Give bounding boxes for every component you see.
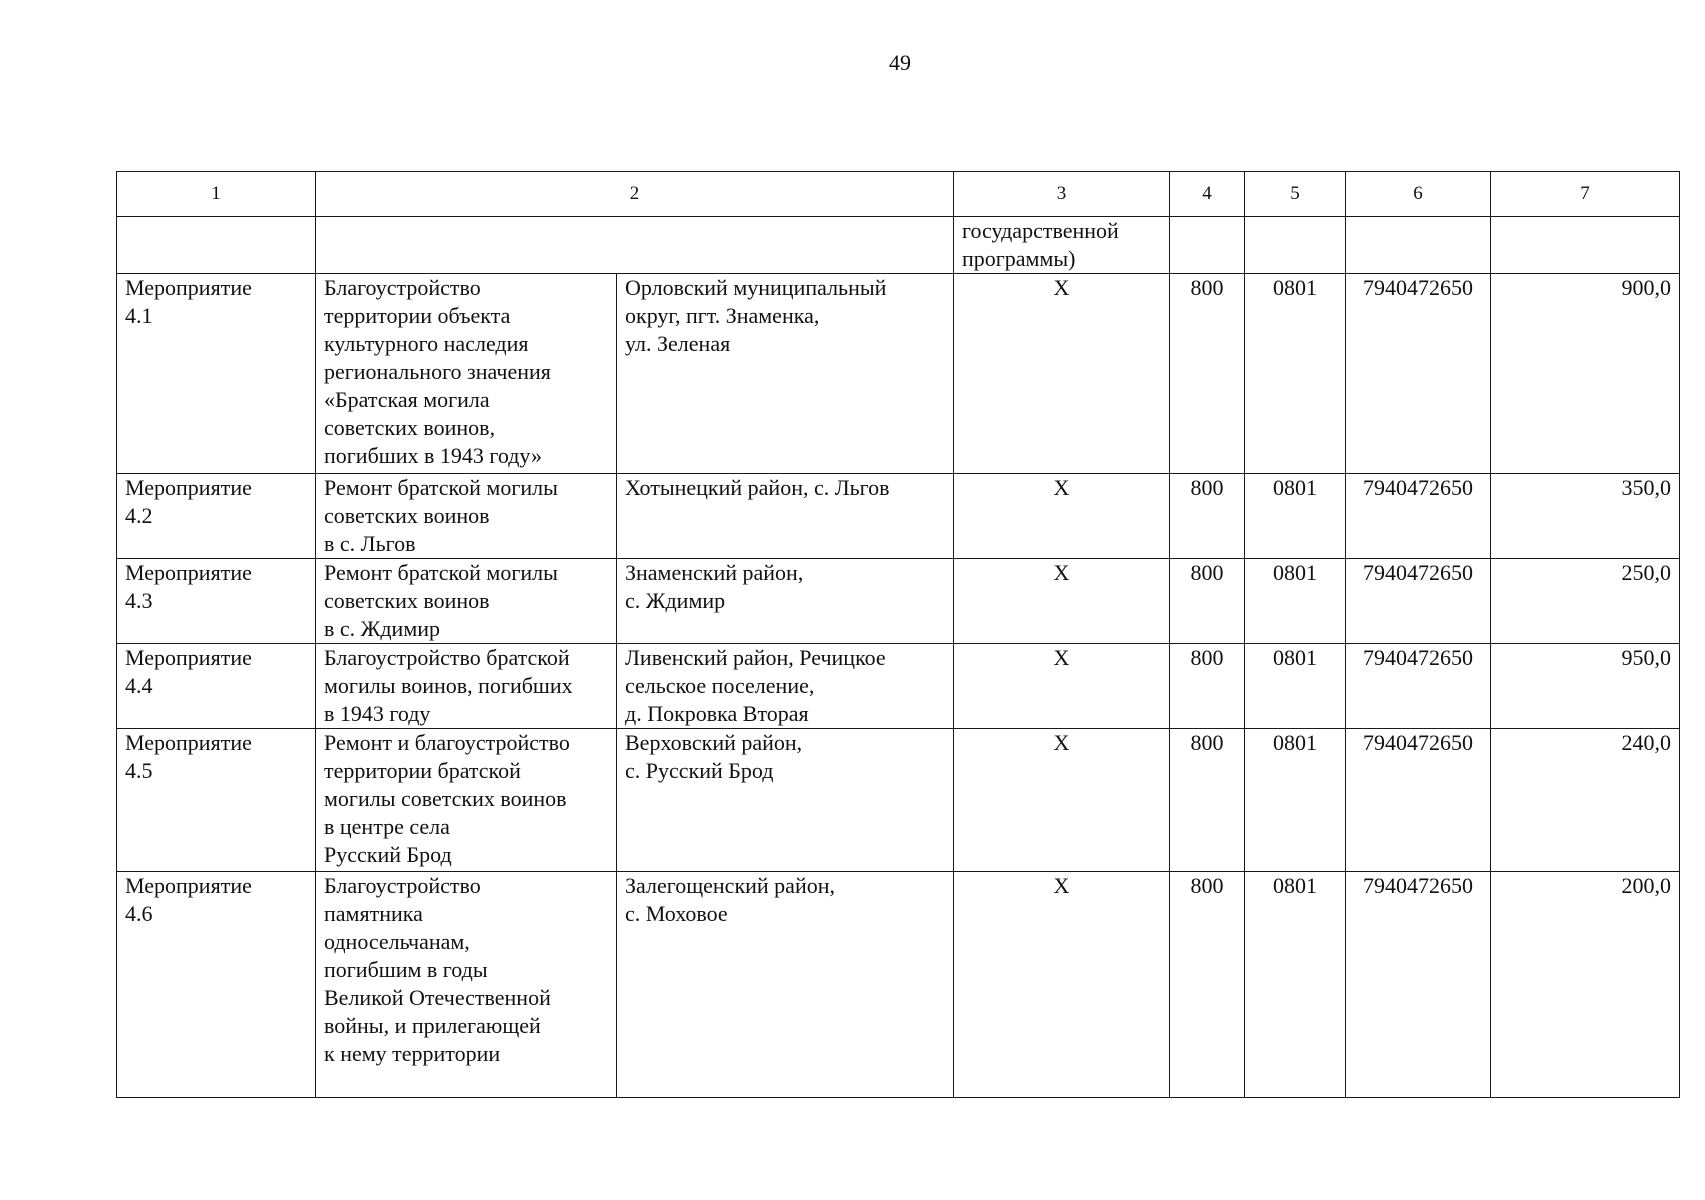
- continuation-text: государственной программы): [954, 217, 1170, 274]
- program-table: [116, 171, 1680, 1098]
- section-cell: 0801: [1245, 474, 1346, 559]
- section-cell: 0801: [1245, 729, 1346, 872]
- table-row: [117, 559, 1680, 644]
- target-article-cell: 7940472650: [1346, 872, 1491, 1098]
- code-cell: 800: [1170, 474, 1245, 559]
- description-cell: Благоустройство территории объекта культурного наследия регионального значения «Братская могила советских воинов, погибших в 1943 году»: [316, 274, 617, 474]
- location-cell: Ливенский район, Речицкое сельское поселение, д. Покровка Вторая: [617, 644, 954, 729]
- description-cell: Ремонт и благоустройство территории братской могилы советских воинов в центре села Русский Брод: [316, 729, 617, 872]
- target-article-cell: 7940472650: [1346, 559, 1491, 644]
- column-number-row: [117, 172, 1680, 217]
- mark-cell: X: [954, 644, 1170, 729]
- target-article-cell: 7940472650: [1346, 474, 1491, 559]
- target-article-cell: 7940472650: [1346, 644, 1491, 729]
- empty-cell: [1491, 217, 1680, 274]
- target-article-cell: 7940472650: [1346, 274, 1491, 474]
- column-number: 2: [316, 172, 954, 217]
- column-number: 7: [1491, 172, 1680, 217]
- description-cell: Ремонт братской могилы советских воинов в с. Льгов: [316, 474, 617, 559]
- empty-cell: [1346, 217, 1491, 274]
- table-row: [117, 274, 1680, 474]
- section-cell: 0801: [1245, 559, 1346, 644]
- column-number: 4: [1170, 172, 1245, 217]
- empty-cell: [316, 217, 954, 274]
- location-cell: Орловский муниципальный округ, пгт. Знаменка, ул. Зеленая: [617, 274, 954, 474]
- event-cell: Мероприятие 4.3: [117, 559, 316, 644]
- section-cell: 0801: [1245, 644, 1346, 729]
- column-number: 3: [954, 172, 1170, 217]
- column-number: 5: [1245, 172, 1346, 217]
- column-number: 1: [117, 172, 316, 217]
- event-cell: Мероприятие 4.2: [117, 474, 316, 559]
- code-cell: 800: [1170, 274, 1245, 474]
- page-number: 49: [889, 50, 911, 75]
- location-cell: Верховский район, с. Русский Брод: [617, 729, 954, 872]
- mark-cell: X: [954, 729, 1170, 872]
- code-cell: 800: [1170, 729, 1245, 872]
- mark-cell: X: [954, 872, 1170, 1098]
- code-cell: 800: [1170, 872, 1245, 1098]
- amount-cell: 240,0: [1491, 729, 1680, 872]
- section-cell: 0801: [1245, 274, 1346, 474]
- amount-cell: 250,0: [1491, 559, 1680, 644]
- location-cell: Залегощенский район, с. Моховое: [617, 872, 954, 1098]
- location-cell: Знаменский район, с. Ждимир: [617, 559, 954, 644]
- event-cell: Мероприятие 4.4: [117, 644, 316, 729]
- continuation-row: [117, 217, 1680, 274]
- event-cell: Мероприятие 4.1: [117, 274, 316, 474]
- table-row: [117, 644, 1680, 729]
- amount-cell: 350,0: [1491, 474, 1680, 559]
- description-cell: Благоустройство братской могилы воинов, погибших в 1943 году: [316, 644, 617, 729]
- section-cell: 0801: [1245, 872, 1346, 1098]
- location-cell: Хотынецкий район, с. Льгов: [617, 474, 954, 559]
- target-article-cell: 7940472650: [1346, 729, 1491, 872]
- amount-cell: 200,0: [1491, 872, 1680, 1098]
- mark-cell: X: [954, 559, 1170, 644]
- amount-cell: 900,0: [1491, 274, 1680, 474]
- event-cell: Мероприятие 4.6: [117, 872, 316, 1098]
- description-cell: Ремонт братской могилы советских воинов в с. Ждимир: [316, 559, 617, 644]
- empty-cell: [117, 217, 316, 274]
- mark-cell: X: [954, 474, 1170, 559]
- empty-cell: [1245, 217, 1346, 274]
- table-row: [117, 872, 1680, 1098]
- event-cell: Мероприятие 4.5: [117, 729, 316, 872]
- description-cell: Благоустройство памятника односельчанам, погибшим в годы Великой Отечественной войны, и прилегающей к нему территории: [316, 872, 617, 1098]
- amount-cell: 950,0: [1491, 644, 1680, 729]
- table-row: [117, 474, 1680, 559]
- mark-cell: X: [954, 274, 1170, 474]
- code-cell: 800: [1170, 644, 1245, 729]
- column-number: 6: [1346, 172, 1491, 217]
- code-cell: 800: [1170, 559, 1245, 644]
- empty-cell: [1170, 217, 1245, 274]
- table-row: [117, 729, 1680, 872]
